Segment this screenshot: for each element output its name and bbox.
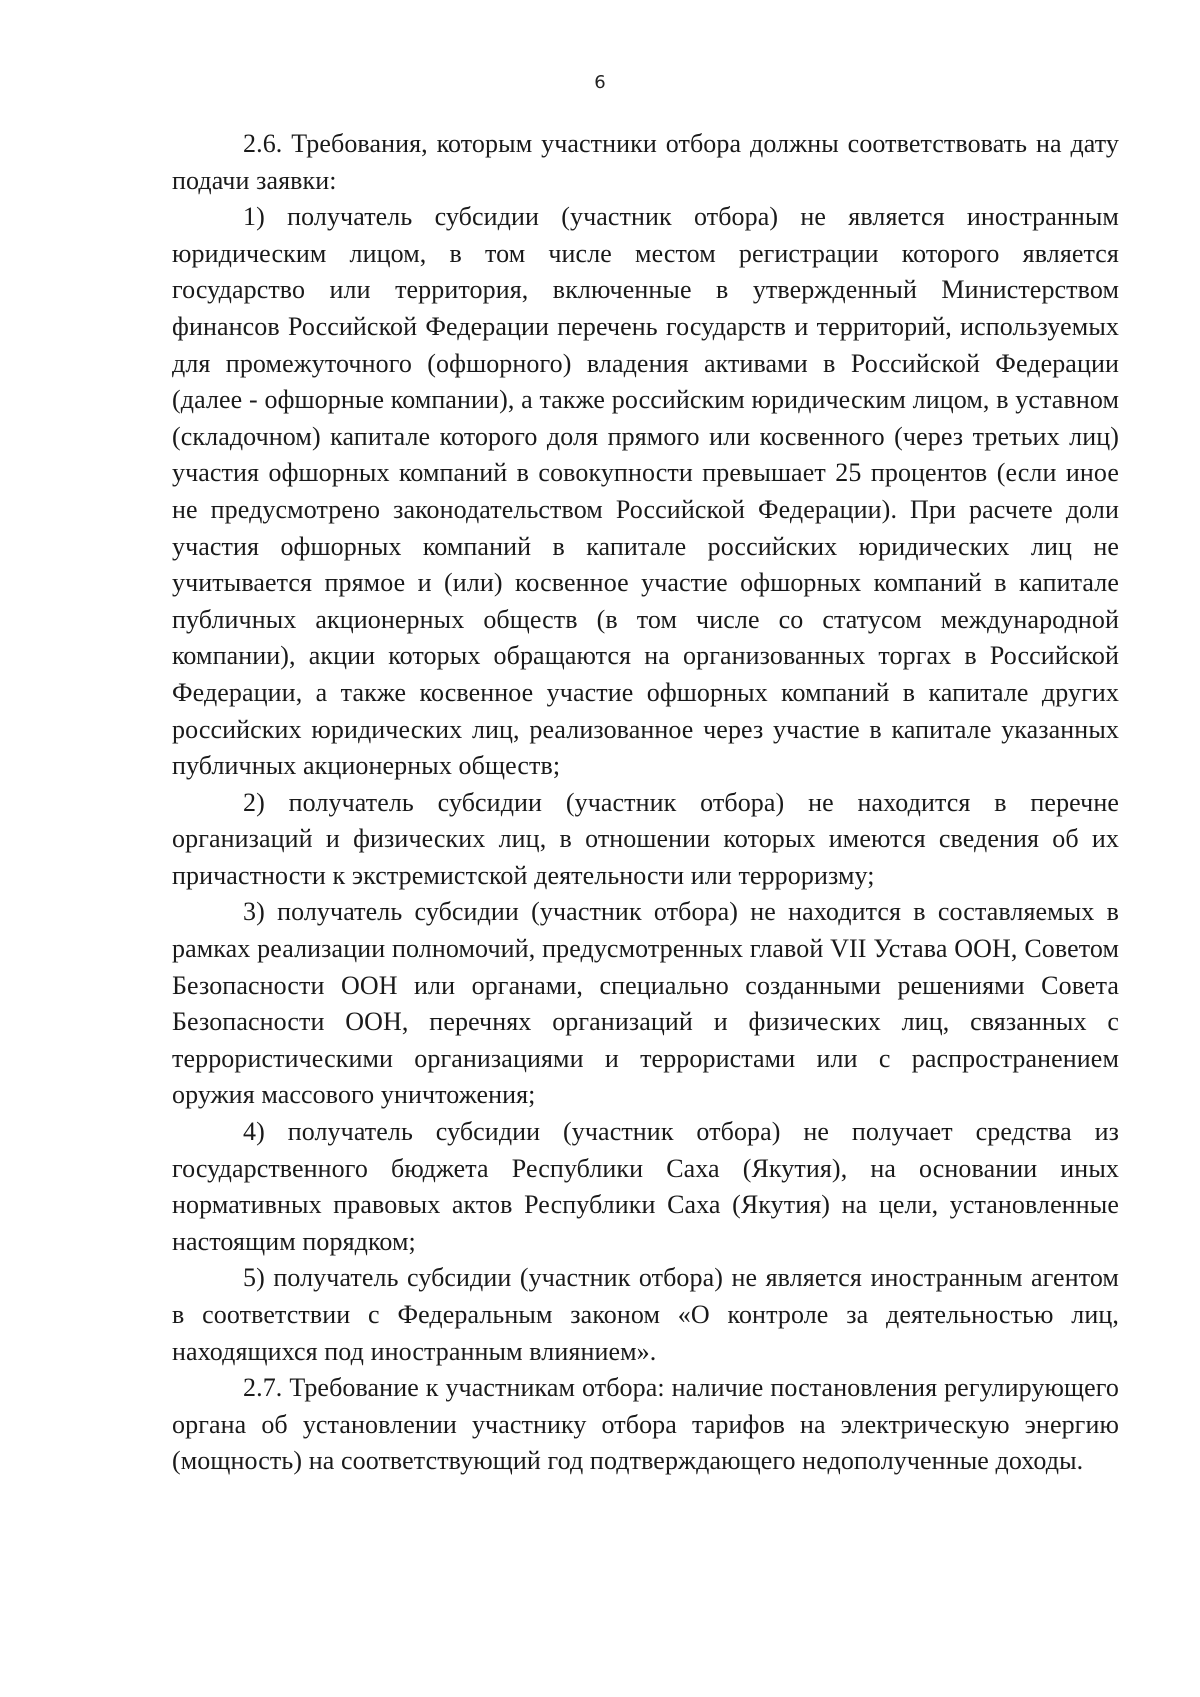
list-item-2: 2) получатель субсидии (участник отбора) не находится в перечне организаций и физических лиц, в отношении которых имеются сведения об их причастности к экстремистской деятельности или терроризму; (172, 787, 1119, 890)
document-body (172, 126, 1119, 1480)
list-item-4: 4) получатель субсидии (участник отбора) не получает средства из государственного бюджета Республики Саха (Якутия), на основании иных нормативных правовых актов Республики Саха (Якутия) на цели, установленные настоящим порядком; (172, 1117, 1119, 1256)
page-number: 6 (594, 72, 606, 93)
list-item-5: 5) получатель субсидии (участник отбора) не является иностранным агентом в соответствии с Федеральным законом «О контроле за деятельностью лиц, находящихся под иностранным влиянием». (172, 1263, 1119, 1366)
list-item-3: 3) получатель субсидии (участник отбора) не находится в составляемых в рамках реализации полномочий, предусмотренных главой VII Устава ООН, Советом Безопасности ООН или органами, специально созданными решениями Совета Безопасности ООН, перечнях организаций и физических лиц, связанных с террористическими организациями и террористами или с распространением оружия массового уничтожения; (172, 897, 1119, 1110)
paragraph-2-6: 2.6. Требования, которым участники отбора должны соответствовать на дату подачи заявки: (172, 129, 1119, 195)
list-item-1: 1) получатель субсидии (участник отбора) не является иностранным юридическим лицом, в том числе местом регистрации которого является государство или территория, включенные в утвержденный Министерством финансов Российской Федерации перечень государств и территорий, используемых для промежуточного (офшорного) владения активами в Российской Федерации (далее - офшорные компании), а также российским юридическим лицом, в уставном (складочном) капитале которого доля прямого или косвенного (через третьих лиц) участия офшорных компаний в совокупности превышает 25 процентов (если иное не предусмотрено законодательством Российской Федерации). При расчете доли участия офшорных компаний в капитале российских юридических лиц не учитывается прямое и (или) косвенное участие офшорных компаний в капитале публичных акционерных обществ (в том числе со статусом международной компании), акции которых обращаются на организованных торгах в Российской Федерации, а также косвенное участие офшорных компаний в капитале других российских юридических лиц, реализованное через участие в капитале указанных публичных акционерных обществ; (172, 202, 1119, 781)
paragraph-2-7: 2.7. Требование к участникам отбора: наличие постановления регулирующего органа об установлении участнику отбора тарифов на электрическую энергию (мощность) на соответствующий год подтверждающего недополученные доходы. (172, 1373, 1119, 1476)
